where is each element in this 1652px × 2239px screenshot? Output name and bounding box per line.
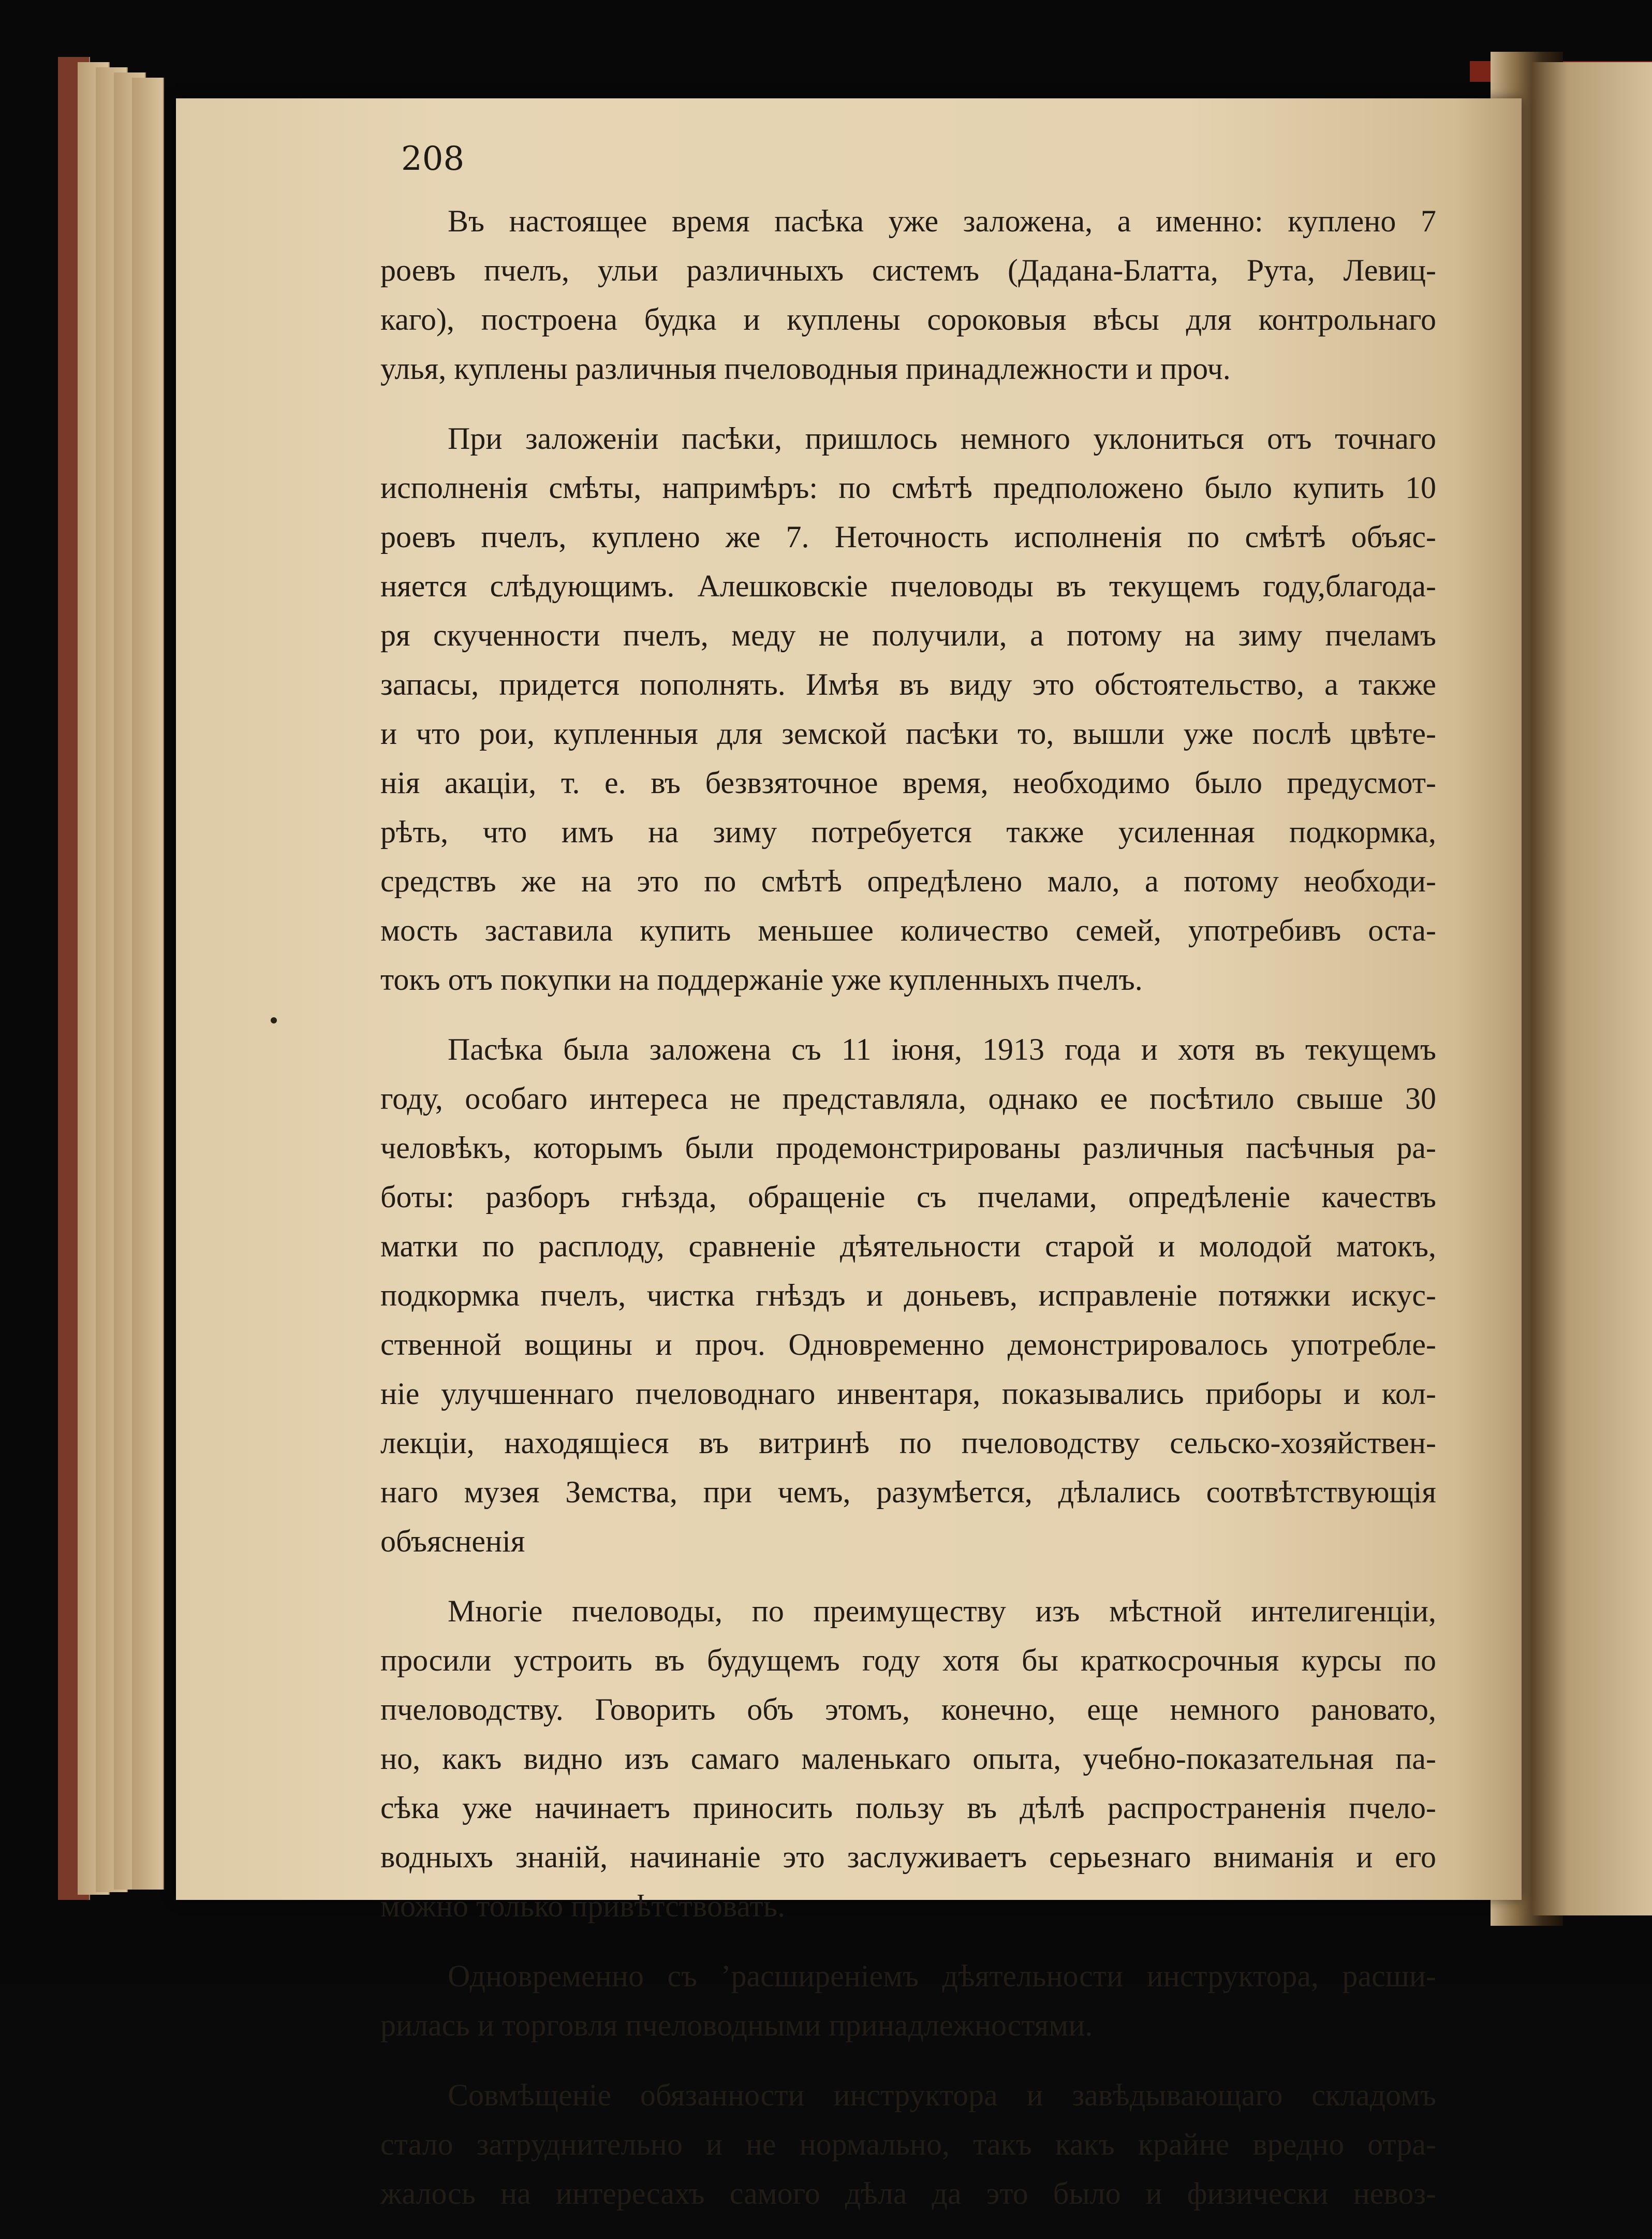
text-line: жалось на интересахъ самого дѣла да это было и физически невоз- [380, 2176, 1436, 2211]
text-line: можно только привѣтствовать. [380, 1889, 786, 1923]
text-line: исполненія смѣты, напримѣръ: по смѣтѣ предположено было купить 10 [380, 471, 1436, 505]
text-line: рѣть, что имъ на зиму потребуется также усиленная подкормка, [380, 815, 1436, 849]
text-line: мость заставила купить меньшее количество семей, употребивъ оста- [380, 913, 1436, 947]
text-line: токъ отъ покупки на поддержаніе уже купленныхъ пчелъ. [380, 962, 1143, 997]
page-body-text [380, 197, 1436, 2239]
paragraph [380, 2071, 1436, 2218]
text-line: Одновременно съ ʼрасширеніемъ дѣятельности инструктора, расши- [448, 1959, 1436, 1993]
page-stack-edge [132, 78, 164, 1890]
text-line: При заложеніи пасѣки, пришлось немного уклониться отъ точнаго [448, 421, 1436, 456]
text-line: просили устроить въ будущемъ году хотя бы краткосрочныя курсы по [380, 1643, 1436, 1677]
text-line: рилась и торговля пчеловодными принадлежностями. [380, 2008, 1093, 2042]
text-line: наго музея Земства, при чемъ, разумѣется, дѣлались соотвѣтствующія [380, 1475, 1436, 1509]
text-line: средствъ же на это по смѣтѣ опредѣлено мало, а потому необходи- [380, 864, 1436, 898]
text-line: роевъ пчелъ, ульи различныхъ системъ (Дадана-Блатта, Рута, Левиц- [380, 253, 1436, 287]
paragraph [380, 414, 1436, 1004]
text-line: ніе улучшеннаго пчеловоднаго инвентаря, показывались приборы и кол- [380, 1377, 1436, 1411]
text-line: объясненія [380, 1524, 525, 1558]
text-line: подкормка пчелъ, чистка гнѣздъ и доньевъ, исправленіе потяжки искус- [380, 1278, 1436, 1312]
paragraph [380, 1025, 1436, 1566]
text-line: матки по расплоду, сравненіе дѣятельности старой и молодой матокъ, [380, 1229, 1436, 1263]
text-line: Совмѣщеніе обязанности инструктора и завѣдывающаго складомъ [448, 2078, 1436, 2112]
text-line: но, какъ видно изъ самаго маленькаго опыта, учебно-показательная па- [380, 1742, 1436, 1776]
text-line: Пасѣка была заложена съ 11 іюня, 1913 года и хотя въ текущемъ [448, 1032, 1436, 1066]
text-line: улья, куплены различныя пчеловодныя принадлежности и проч. [380, 352, 1231, 386]
text-line: роевъ пчелъ, куплено же 7. Неточность исполненія по смѣтѣ объяс- [380, 520, 1436, 554]
ink-speck [271, 1017, 277, 1023]
page-number: 208 [401, 140, 465, 178]
text-line: нія акаціи, т. е. въ безвзяточное время, необходимо было предусмот- [380, 766, 1436, 800]
paragraph [380, 1587, 1436, 1931]
text-line: сѣка уже начинаетъ приносить пользу въ дѣлѣ распространенія пчело- [380, 1791, 1436, 1825]
text-line: и что рои, купленныя для земской пасѣки то, вышли уже послѣ цвѣте- [380, 716, 1436, 751]
text-line: году, особаго интереса не представляла, однако ее посѣтило свыше 30 [380, 1081, 1436, 1116]
text-line: водныхъ знаній, начинаніе это заслуживаетъ серьезнаго вниманія и его [380, 1840, 1436, 1874]
text-line: Въ настоящее время пасѣка уже заложена, а именно: куплено 7 [448, 204, 1436, 238]
text-line: стало затруднительно и не нормально, такъ какъ крайне вредно отра- [380, 2127, 1436, 2161]
text-line: боты: разборъ гнѣзда, обращеніе съ пчелами, опредѣленіе качествъ [380, 1180, 1436, 1214]
text-line: лекціи, находящіеся въ витринѣ по пчеловодству сельско-хозяйствен- [380, 1426, 1436, 1460]
text-line: человѣкъ, которымъ были продемонстрированы различныя пасѣчныя ра- [380, 1131, 1436, 1165]
paragraph [380, 1952, 1436, 2050]
facing-page [1532, 62, 1652, 1915]
text-line: няется слѣдующимъ. Алешковскіе пчеловоды въ текущемъ году,благода- [380, 569, 1436, 603]
text-line: запасы, придется пополнять. Имѣя въ виду это обстоятельство, а также [380, 667, 1436, 701]
text-line: каго), построена будка и куплены сороковыя вѣсы для контрольнаго [380, 302, 1436, 336]
paragraph [380, 197, 1436, 393]
text-line: пчеловодству. Говорить объ этомъ, конечно, еще немного рановато, [380, 1692, 1436, 1726]
text-line: ря скученности пчелъ, меду не получили, а потому на зиму пчеламъ [380, 618, 1436, 652]
text-line: Многіе пчеловоды, по преимуществу изъ мѣстной интелигенціи, [448, 1594, 1436, 1628]
text-line: ственной вощины и проч. Одновременно демонстрировалось употребле- [380, 1327, 1436, 1362]
